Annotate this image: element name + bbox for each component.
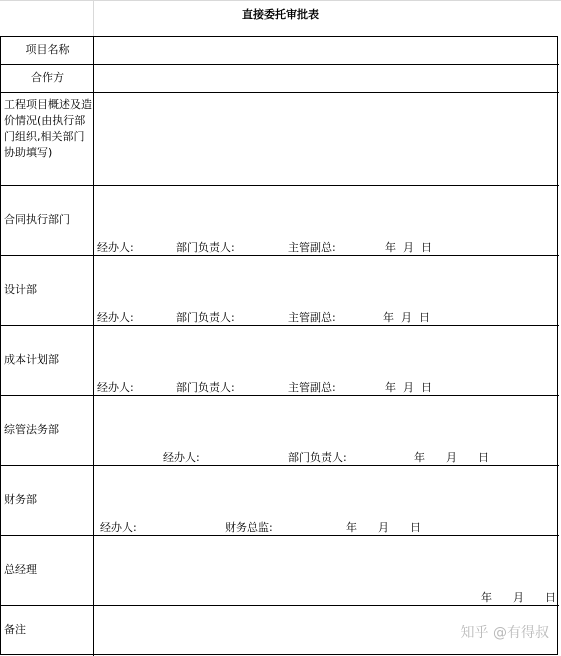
row-contract-dept bbox=[1, 185, 559, 255]
date-label: 年 月 日 bbox=[383, 311, 430, 324]
date-label: 年 月 日 bbox=[385, 241, 432, 254]
dept-head-label: 部门负责人: bbox=[176, 311, 235, 324]
dept-head-label: 部门负责人: bbox=[176, 241, 235, 254]
row-partner bbox=[1, 64, 559, 92]
row-label: 成本计划部 bbox=[4, 353, 59, 366]
dept-head-label: 部门负责人: bbox=[176, 381, 235, 394]
date-label: 年 月 日 bbox=[346, 521, 421, 534]
handler-label: 经办人: bbox=[97, 311, 134, 324]
column-divider bbox=[93, 36, 94, 656]
row-label: 工程项目概述及造价情况(由执行部门组织,相关部门协助填写) bbox=[4, 98, 92, 159]
date-label: 年 月 日 bbox=[481, 591, 556, 604]
dept-head-label: 部门负责人: bbox=[288, 451, 347, 464]
handler-label: 经办人: bbox=[97, 381, 134, 394]
row-label: 备注 bbox=[4, 623, 26, 636]
row-label: 项目名称 bbox=[25, 43, 70, 56]
row-label: 设计部 bbox=[4, 283, 37, 296]
vp-label: 主管副总: bbox=[288, 241, 336, 254]
sheet-gridline bbox=[0, 0, 561, 1]
row-label: 总经理 bbox=[4, 563, 37, 576]
handler-label: 经办人: bbox=[97, 241, 134, 254]
row-label: 综管法务部 bbox=[4, 423, 59, 436]
row-cost-plan-dept bbox=[1, 325, 559, 395]
row-label: 财务部 bbox=[4, 493, 37, 506]
vp-label: 主管副总: bbox=[288, 381, 336, 394]
row-finance-dept bbox=[1, 465, 559, 535]
row-legal-dept bbox=[1, 395, 559, 465]
row-design-dept bbox=[1, 255, 559, 325]
row-general-manager bbox=[1, 535, 559, 605]
row-project-name bbox=[1, 37, 559, 64]
watermark: 知乎 @有得叔 bbox=[460, 625, 549, 641]
date-label: 年 月 日 bbox=[385, 381, 432, 394]
handler-label: 经办人: bbox=[163, 451, 200, 464]
row-label: 合作方 bbox=[31, 71, 64, 84]
form-table bbox=[0, 36, 558, 655]
date-label: 年 月 日 bbox=[414, 451, 489, 464]
finance-director-label: 财务总监: bbox=[225, 521, 273, 534]
row-project-overview bbox=[1, 92, 559, 185]
row-label: 合同执行部门 bbox=[4, 213, 70, 226]
vp-label: 主管副总: bbox=[288, 311, 336, 324]
handler-label: 经办人: bbox=[100, 521, 137, 534]
form-title: 直接委托审批表 bbox=[242, 8, 319, 21]
